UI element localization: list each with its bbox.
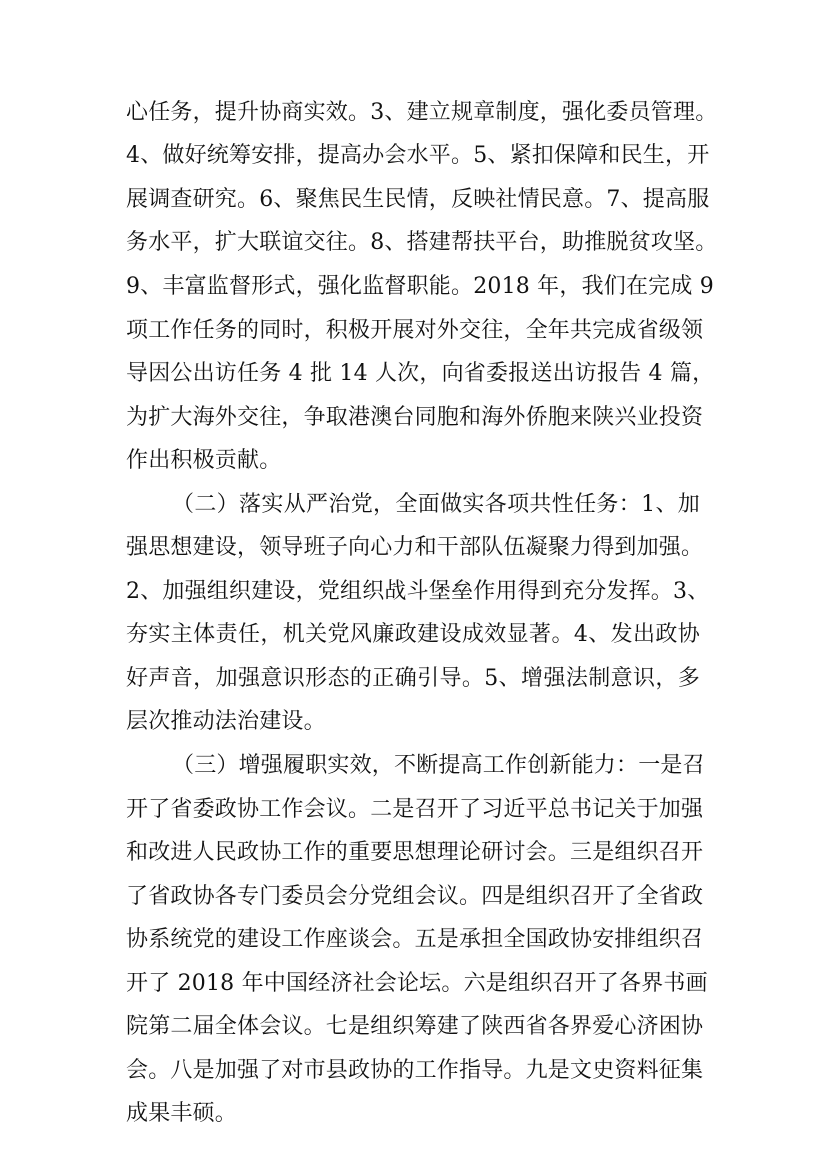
paragraph-line: 成果丰硕。 <box>126 1101 238 1126</box>
paragraph-line: 为扩大海外交往，争取港澳台同胞和海外侨胞来陕兴业投资 <box>126 405 704 430</box>
paragraph-line: 开了省委政协工作会议。二是召开了习近平总书记关于加强 <box>126 797 704 822</box>
paragraph-line: 务水平，扩大联谊交往。8、搭建帮扶平台，助推脱贫攻坚。 <box>126 230 718 255</box>
paragraph-line: 项工作任务的同时，积极开展对外交往，全年共完成省级领 <box>126 318 704 343</box>
paragraph-line: 导因公出访任务 4 批 14 人次，向省委报送出访报告 4 篇， <box>126 361 715 386</box>
paragraph-line: 院第二届全体会议。七是组织筹建了陕西省各界爱心济困协 <box>126 1014 704 1039</box>
paragraph-line: 作出积极贡献。 <box>126 448 282 473</box>
paragraph-first-line: （二）落实从严治党，全面做实各项共性任务：1、加 <box>172 492 700 517</box>
paragraph-line: 了省政协各专门委员会分党组会议。四是组织召开了全省政 <box>126 884 704 909</box>
paragraph-line: 协系统党的建设工作座谈会。五是承担全国政协安排组织召 <box>126 927 704 952</box>
paragraph-line: 层次推动法治建设。 <box>126 709 326 734</box>
paragraph-line: 2、加强组织建设，党组织战斗堡垒作用得到充分发挥。3、 <box>126 579 710 604</box>
paragraph-line: 心任务，提升协商实效。3、建立规章制度，强化委员管理。 <box>126 100 718 125</box>
paragraph-line: 会。八是加强了对市县政协的工作指导。九是文史资料征集 <box>126 1058 704 1083</box>
paragraph-first-line: （三）增强履职实效，不断提高工作创新能力：一是召 <box>172 753 705 778</box>
paragraph-line: 9、丰富监督形式，强化监督职能。2018 年，我们在完成 9 <box>126 274 714 299</box>
paragraph-line: 强思想建设，领导班子向心力和干部队伍凝聚力得到加强。 <box>126 535 704 560</box>
paragraph-line: 和改进人民政协工作的重要思想理论研讨会。三是组织召开 <box>126 840 704 865</box>
paragraph-line: 4、做好统筹安排，提高办会水平。5、紧扣保障和民生，开 <box>126 143 710 168</box>
paragraph-line: 开了 2018 年中国经济社会论坛。六是组织召开了各界书画 <box>126 971 708 996</box>
paragraph-line: 展调查研究。6、聚焦民生民情，反映社情民意。7、提高服 <box>126 187 710 212</box>
paragraph-line: 夯实主体责任，机关党风廉政建设成效显著。4、发出政协 <box>126 622 700 647</box>
paragraph-line: 好声音，加强意识形态的正确引导。5、增强法制意识，多 <box>126 666 700 691</box>
